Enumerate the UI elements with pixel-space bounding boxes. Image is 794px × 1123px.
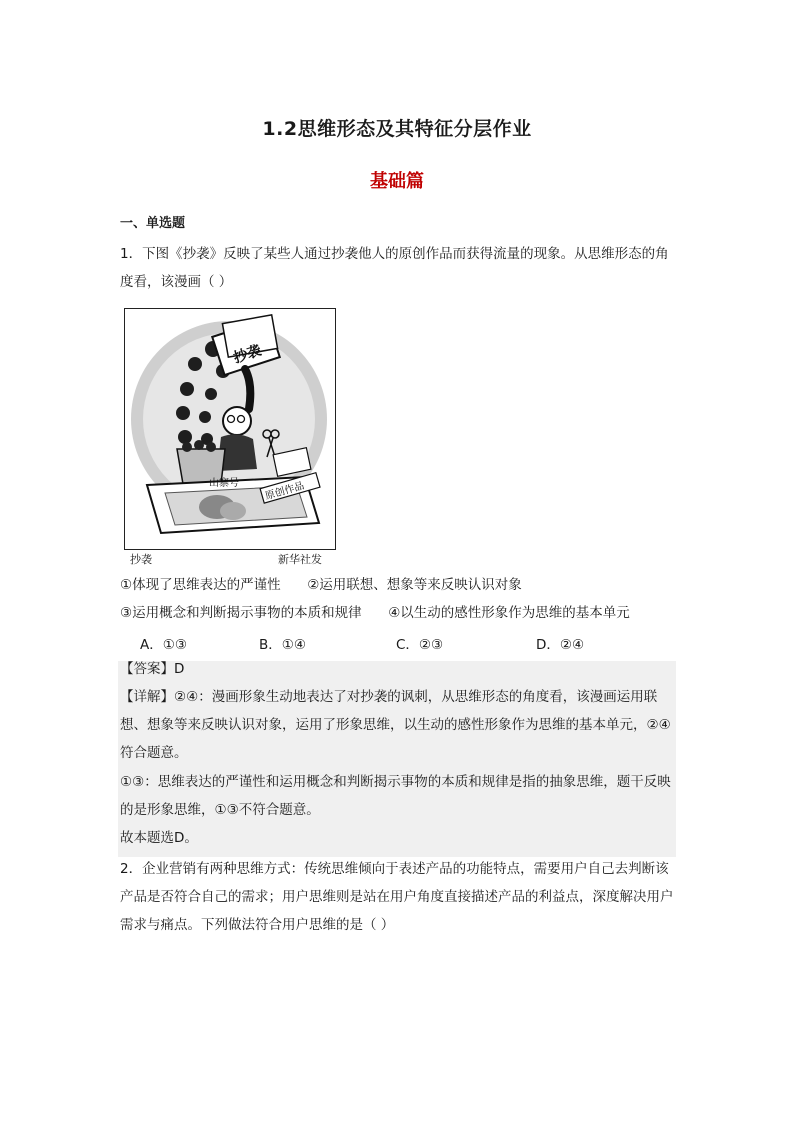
answer-line: 【答案】D (120, 661, 185, 677)
statement-4: ④以生动的感性形象作为思维的基本单元 (388, 605, 630, 621)
cartoon-head (223, 407, 251, 435)
explanation-paragraph-1: 【详解】②④：漫画形象生动地表达了对抄袭的讽刺，从思维形态的角度看，该漫画运用联想、想象等来反映认识对象，运用了形象思维，以生动的感性形象作为思维的基本单元，②④符合题意。 (120, 689, 671, 761)
page-subtitle: 基础篇 (370, 171, 424, 192)
explanation-conclusion: 故本题选D。 (120, 830, 198, 846)
label-fake-account: 山寨号 (209, 478, 239, 489)
choice-b[interactable]: B．①④ (259, 637, 306, 653)
statement-row-1 (120, 575, 522, 595)
cartoon-drawing (125, 309, 334, 548)
sign-text: 抄袭 (231, 342, 264, 367)
question-1-stem: 1．下图《抄袭》反映了某些人通过抄袭他人的原创作品而获得流量的现象。从思维形态的角度看，该漫画（ ） (120, 246, 669, 290)
cartoon-image (124, 308, 336, 550)
section-heading: 一、单选题 (120, 216, 186, 231)
explanation-paragraph-2: ①③：思维表达的严谨性和运用概念和判断揭示事物的本质和规律是指的抽象思维，题干反映的是形象思维，①③不符合题意。 (120, 774, 671, 818)
page-title: 1.2思维形态及其特征分层作业 (262, 118, 532, 140)
question-2-stem: 2．企业营销有两种思维方式：传统思维倾向于表述产品的功能特点，需要用户自己去判断该产品是否符合自己的需求；用户思维则是站在用户角度直接描述产品的利益点，深度解决用户需求与痛点。下列做法符合用户思维的是（ ） (120, 861, 674, 933)
choice-c[interactable]: C．②③ (396, 637, 444, 653)
statement-2: ②运用联想、想象等来反映认识对象 (307, 577, 522, 593)
label-original-work: 原创作品 (264, 480, 306, 503)
choice-a[interactable]: A．①③ (140, 637, 187, 653)
statement-1: ①体现了思维表达的严谨性 (120, 577, 281, 593)
choice-d[interactable]: D．②④ (536, 637, 585, 653)
statement-row-2 (120, 603, 630, 623)
statement-3: ③运用概念和判断揭示事物的本质和规律 (120, 605, 362, 621)
image-caption-source: 新华社发 (278, 553, 322, 566)
image-caption-title: 抄袭 (130, 553, 152, 566)
